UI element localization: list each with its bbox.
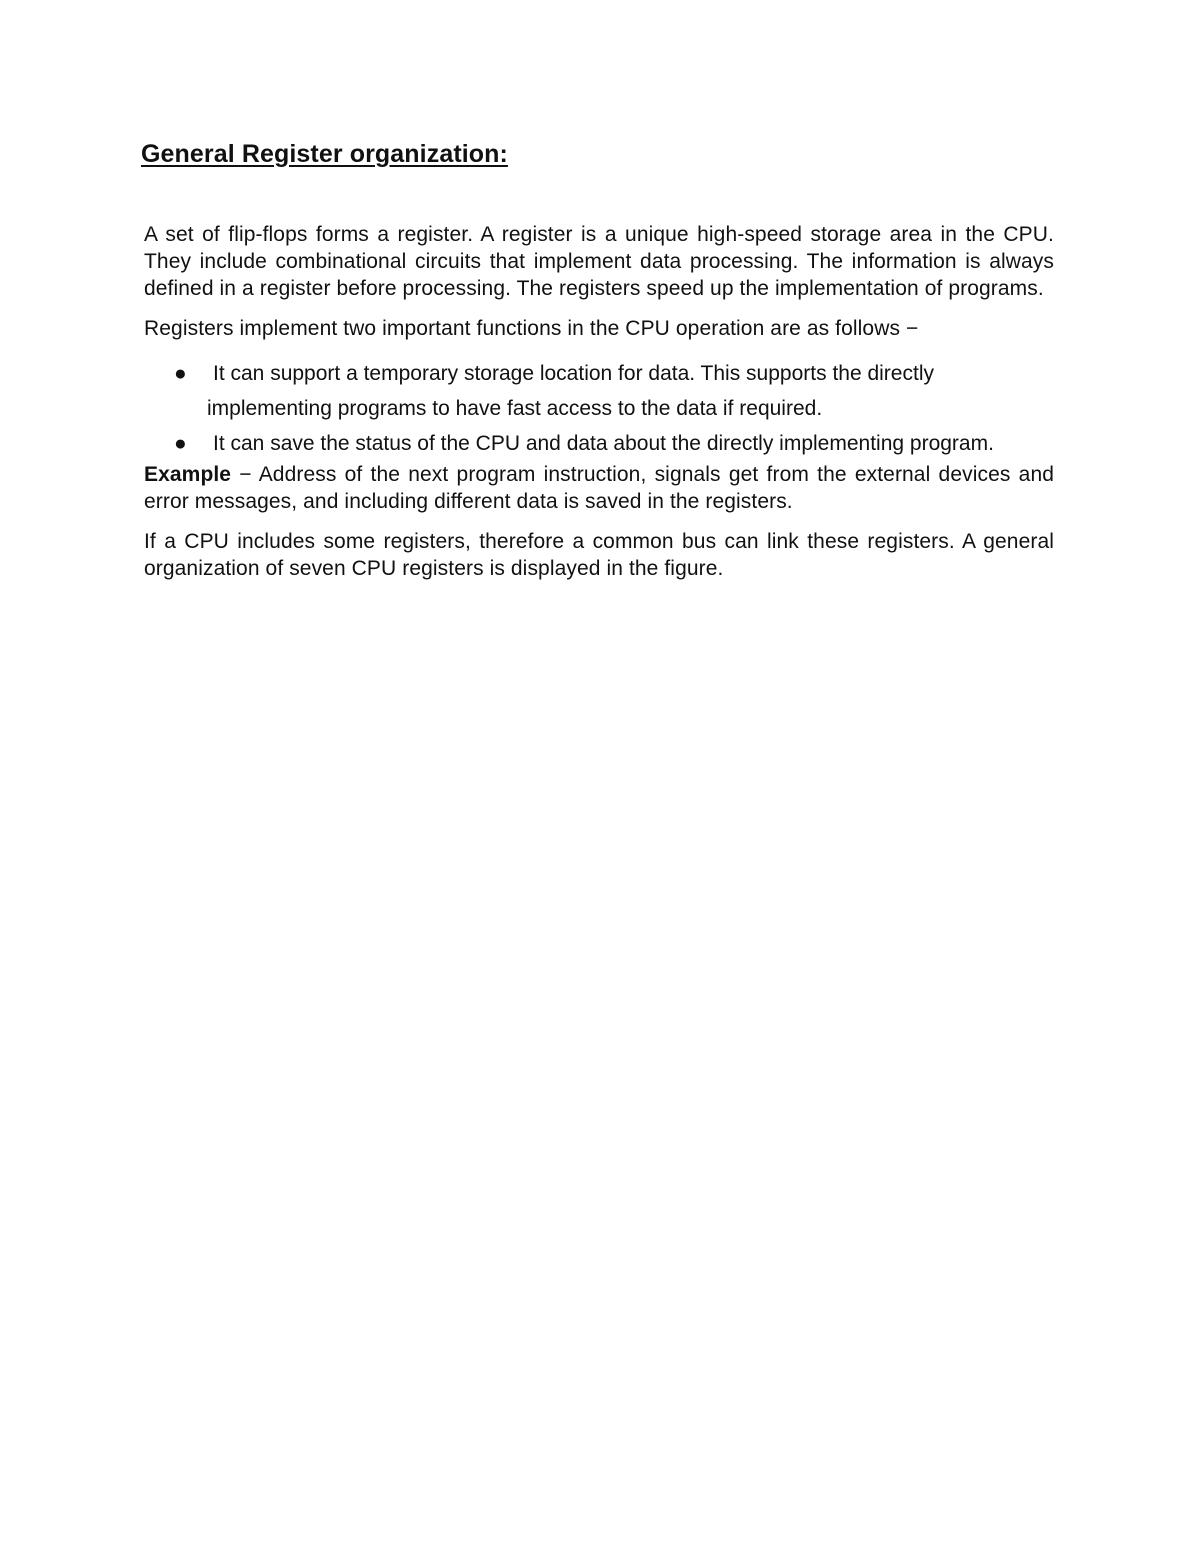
example-label: Example	[144, 463, 232, 486]
example-paragraph	[144, 461, 1054, 515]
list-item	[144, 426, 1054, 461]
document-content	[141, 140, 1054, 595]
bullet-icon: ●	[174, 362, 187, 385]
page-title: General Register organization:	[141, 140, 508, 168]
bullet-icon: ●	[174, 432, 187, 455]
intro-paragraph: A set of flip-flops forms a register. A register is a unique high-speed storage area in the CPU. They include combinational circuits that implement data processing. The information is always defined in a register before processing. The registers speed up the implementation of programs.	[144, 223, 1054, 300]
functions-intro-paragraph: Registers implement two important functions in the CPU operation are as follows −	[144, 317, 919, 340]
functions-list	[144, 356, 1054, 461]
list-item	[144, 356, 1054, 426]
list-item-text: It can support a temporary storage location for data. This supports the directly implementing programs to have fast access to the data if required.	[207, 362, 934, 420]
example-text: − Address of the next program instruction, signals get from the external devices and error messages, and including different data is saved in the registers.	[144, 463, 1054, 513]
list-item-text: It can save the status of the CPU and data about the directly implementing program.	[213, 432, 994, 455]
closing-paragraph: If a CPU includes some registers, therefore a common bus can link these registers. A general organization of seven CPU registers is displayed in the figure.	[144, 530, 1054, 580]
